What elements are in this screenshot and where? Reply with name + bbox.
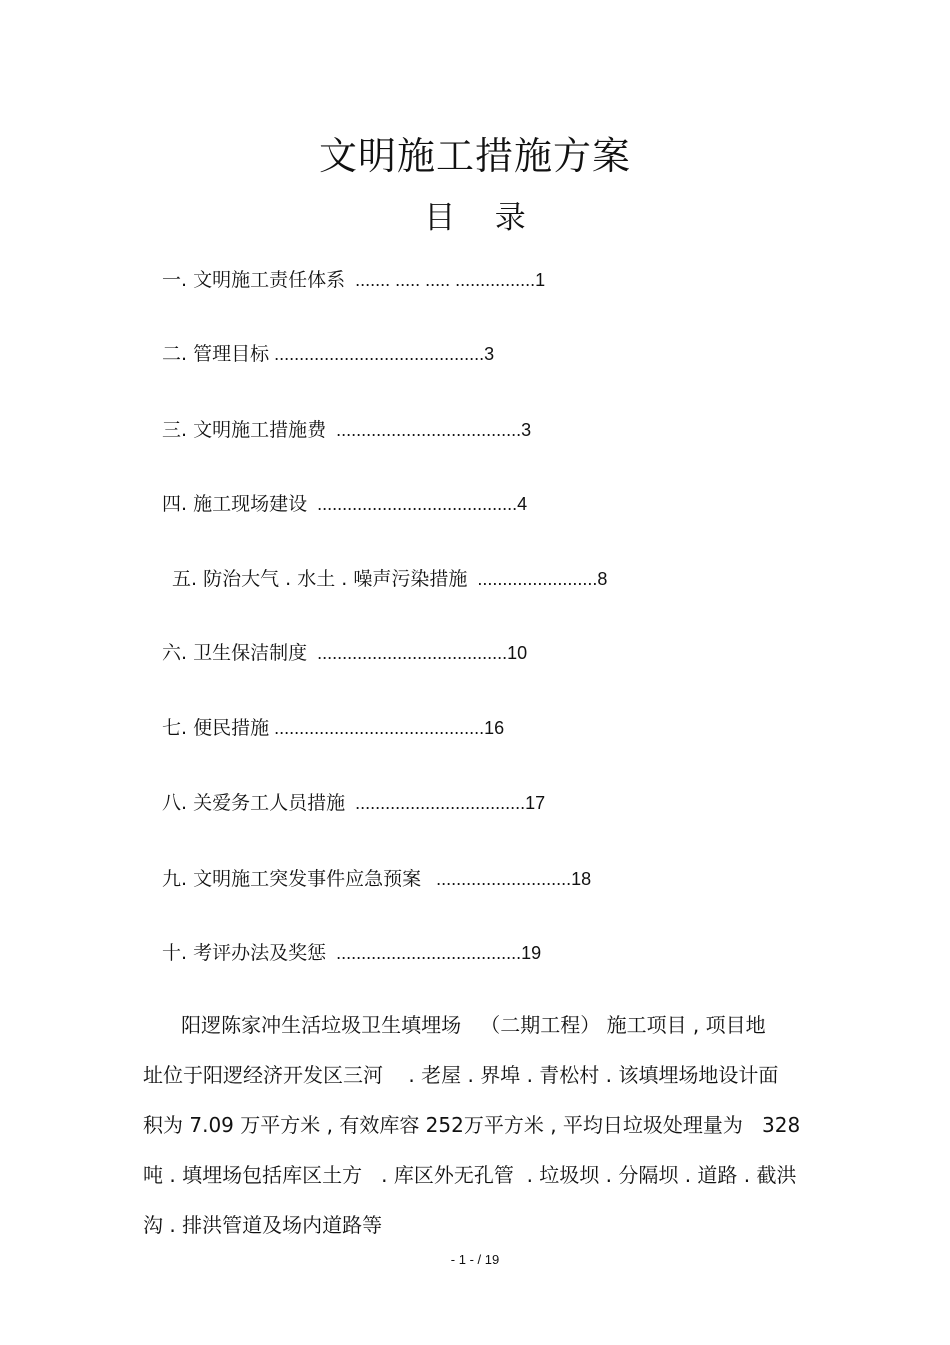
toc-entry-label: 二. 管理目标	[162, 343, 270, 365]
toc-entry-label: 四. 施工现场建设	[162, 493, 308, 515]
toc-entry-label: 一. 文明施工责任体系	[162, 269, 346, 291]
toc-entry-label: 五. 防治大气 . 水土 . 噪声污染措施	[172, 568, 468, 590]
toc-entry	[162, 267, 545, 293]
toc-leader-dots: .....................................	[326, 420, 522, 440]
toc-page-number: 17	[525, 793, 546, 813]
toc-entry-label: 七. 便民措施	[162, 717, 270, 739]
paragraph-line: 吨 . 填埋场包括库区土方 . 库区外无孔管 . 垃圾坝 . 分隔坝 . 道路 . 截洪	[143, 1163, 797, 1187]
toc-entry	[172, 566, 607, 592]
paragraph-line: 积为 7.09 万平方米 , 有效库容 252万平方米 , 平均日垃圾处理量为 328	[143, 1113, 801, 1137]
toc-page-number: 19	[521, 943, 542, 963]
toc-page-number: 3	[484, 344, 495, 364]
toc-entry-label: 十. 考评办法及奖惩	[162, 942, 327, 964]
toc-entry	[162, 640, 527, 666]
toc-entry	[162, 341, 494, 367]
toc-leader-dots: .....................................	[326, 943, 522, 963]
toc-leader-dots: ......................................	[307, 643, 508, 663]
document-title: 文明施工措施方案	[318, 134, 631, 178]
toc-page-number: 1	[535, 270, 546, 290]
toc-entry-label: 九. 文明施工突发事件应急预案	[162, 868, 422, 890]
paragraph-line: 沟 . 排洪管道及场内道路等	[143, 1213, 383, 1237]
toc-entry-label: 六. 卫生保洁制度	[162, 642, 308, 664]
toc-leader-dots: ..........................................	[269, 718, 485, 738]
table-of-contents-heading: 目 录	[424, 200, 526, 236]
project-description-paragraph	[143, 1000, 813, 1250]
toc-entry	[162, 790, 545, 816]
toc-entry	[162, 715, 504, 741]
toc-entry	[162, 491, 527, 517]
toc-leader-dots: ........................	[467, 569, 598, 589]
toc-page-number: 4	[517, 494, 528, 514]
toc-entry	[162, 940, 541, 966]
page-number-footer: - 1 - / 19	[450, 1252, 500, 1267]
toc-leader-dots: ...........................	[421, 869, 572, 889]
toc-page-number: 10	[507, 643, 528, 663]
toc-leader-dots: ..........................................	[269, 344, 485, 364]
paragraph-line: 址位于阳逻经济开发区三河 . 老屋 . 界埠 . 青松村 . 该填埋场地设计面	[143, 1063, 779, 1087]
toc-leader-dots: ....... ..... ..... ................	[345, 270, 536, 290]
toc-entry-label: 三. 文明施工措施费	[162, 419, 327, 441]
toc-entry-label: 八. 关爱务工人员措施	[162, 792, 346, 814]
toc-page-number: 18	[571, 869, 592, 889]
toc-entry	[162, 417, 531, 443]
toc-page-number: 3	[521, 420, 532, 440]
toc-page-number: 16	[484, 718, 505, 738]
toc-entry	[162, 866, 591, 892]
toc-leader-dots: ........................................	[307, 494, 518, 514]
toc-page-number: 8	[597, 569, 608, 589]
paragraph-line: 阳逻陈家冲生活垃圾卫生填埋场 （二期工程） 施工项目 , 项目地	[143, 1013, 766, 1037]
toc-leader-dots: ..................................	[345, 793, 526, 813]
